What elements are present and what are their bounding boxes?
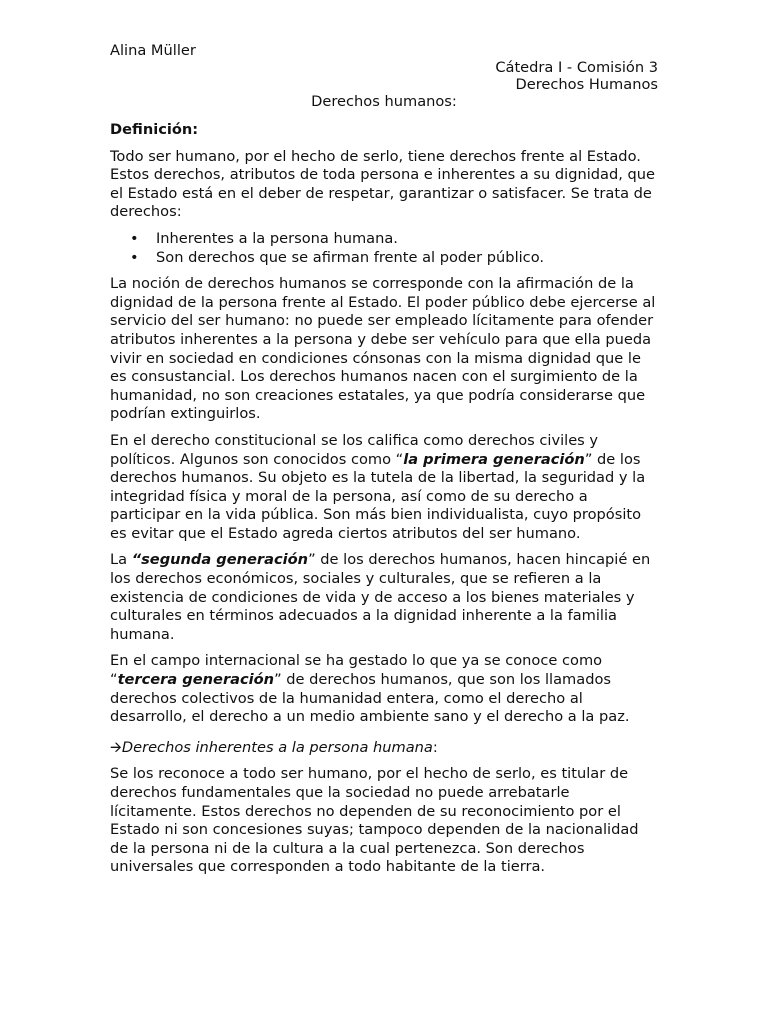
text-run: La	[110, 551, 132, 569]
document-page	[110, 42, 658, 885]
paragraph-definition: Todo ser humano, por el hecho de serlo, tiene derechos frente al Estado. Estos derechos, atributos de toda persona e inherentes a su dignidad, que el Estado está en el deber de respetar, garantizar o satisfacer. Se trata de derechos:	[110, 147, 656, 221]
list-item	[110, 249, 658, 268]
definition-heading: Definición:	[110, 121, 199, 138]
text-run: En el derecho constitucional se los califica como derechos civiles y políticos. Algunos son conocidos como “	[110, 431, 599, 468]
paragraph-second-generation	[110, 551, 658, 644]
paragraph-inherent-rights: Se los reconoce a todo ser humano, por el hecho de serlo, es titular de derechos fundamentales que la sociedad no puede arrebatarle lícitamente. Estos derechos no dependen de su reconocimiento por el Estado ni son concesiones suyas; tampoco dependen de la nacionalidad de la persona ni de la cultura a la cual pertenezca. Son derechos universales que corresponden a todo habitante de la tierra.	[110, 765, 639, 876]
subheading-text: Derechos inherentes a la persona humana	[121, 738, 433, 756]
bullet-icon: •	[130, 229, 139, 247]
paragraph-dignity: La noción de derechos humanos se corresponde con la afirmación de la dignidad de la persona frente al Estado. El poder público debe ejercerse al servicio del ser humano: no puede ser empleado lícitamente para ofender atributos inherentes a la persona y debe ser vehículo para que ella pueda vivir en sociedad en condiciones cónsonas con la misma dignidad que le es consustancial. Los derechos humanos nacen con el surgimiento de la humanidad, no son creaciones estatales, ya que podría considerarse que podrían extinguirlos.	[110, 275, 656, 423]
subheading-colon: :	[432, 738, 438, 756]
subject-line: Derechos Humanos	[515, 75, 658, 93]
document-title: Derechos humanos:	[311, 93, 457, 110]
list-item-text: Son derechos que se afirman frente al poder público.	[156, 248, 545, 266]
paragraph-first-generation	[110, 432, 658, 544]
text-run: En el campo internacional se ha gestado lo que ya se conoce como “	[110, 652, 603, 689]
subheading-inherent-rights	[110, 739, 658, 758]
list-item-text: Inherentes a la persona humana.	[156, 229, 398, 247]
text-run: ” de los derechos humanos, hacen hincapié en los derechos económicos, sociales y culturales, que se refieren a la existencia de condiciones de vida y de acceso a los bienes materiales y culturales en términos adecuados a la dignidad inherente a la familia humana.	[110, 551, 651, 643]
emphasis-second-generation: “segunda generación	[131, 551, 309, 569]
text-run: ” de derechos humanos, que son los llamados derechos colectivos de la humanidad entera, como el derecho al desarrollo, el derecho a un medio ambiente sano y el derecho a la paz.	[110, 671, 630, 726]
author-name: Alina Müller	[110, 42, 196, 59]
emphasis-first-generation: la primera generación	[403, 450, 585, 468]
emphasis-third-generation: tercera generación	[117, 671, 275, 689]
list-item	[110, 230, 658, 249]
bullet-icon: •	[130, 248, 139, 266]
course-header	[110, 60, 658, 93]
bullet-list	[110, 230, 658, 267]
text-run: ” de los derechos humanos. Su objeto es la tutela de la libertad, la seguridad y la integridad física y moral de la persona, así como de su derecho a participar en la vida pública. Son más bien individualista, cuyo propósito es evitar que el Estado agreda ciertos atributos del ser humano.	[110, 450, 646, 542]
course-line: Cátedra I - Comisión 3	[495, 59, 658, 76]
arrow-right-icon: 🡪	[110, 738, 122, 756]
paragraph-third-generation	[110, 652, 658, 726]
